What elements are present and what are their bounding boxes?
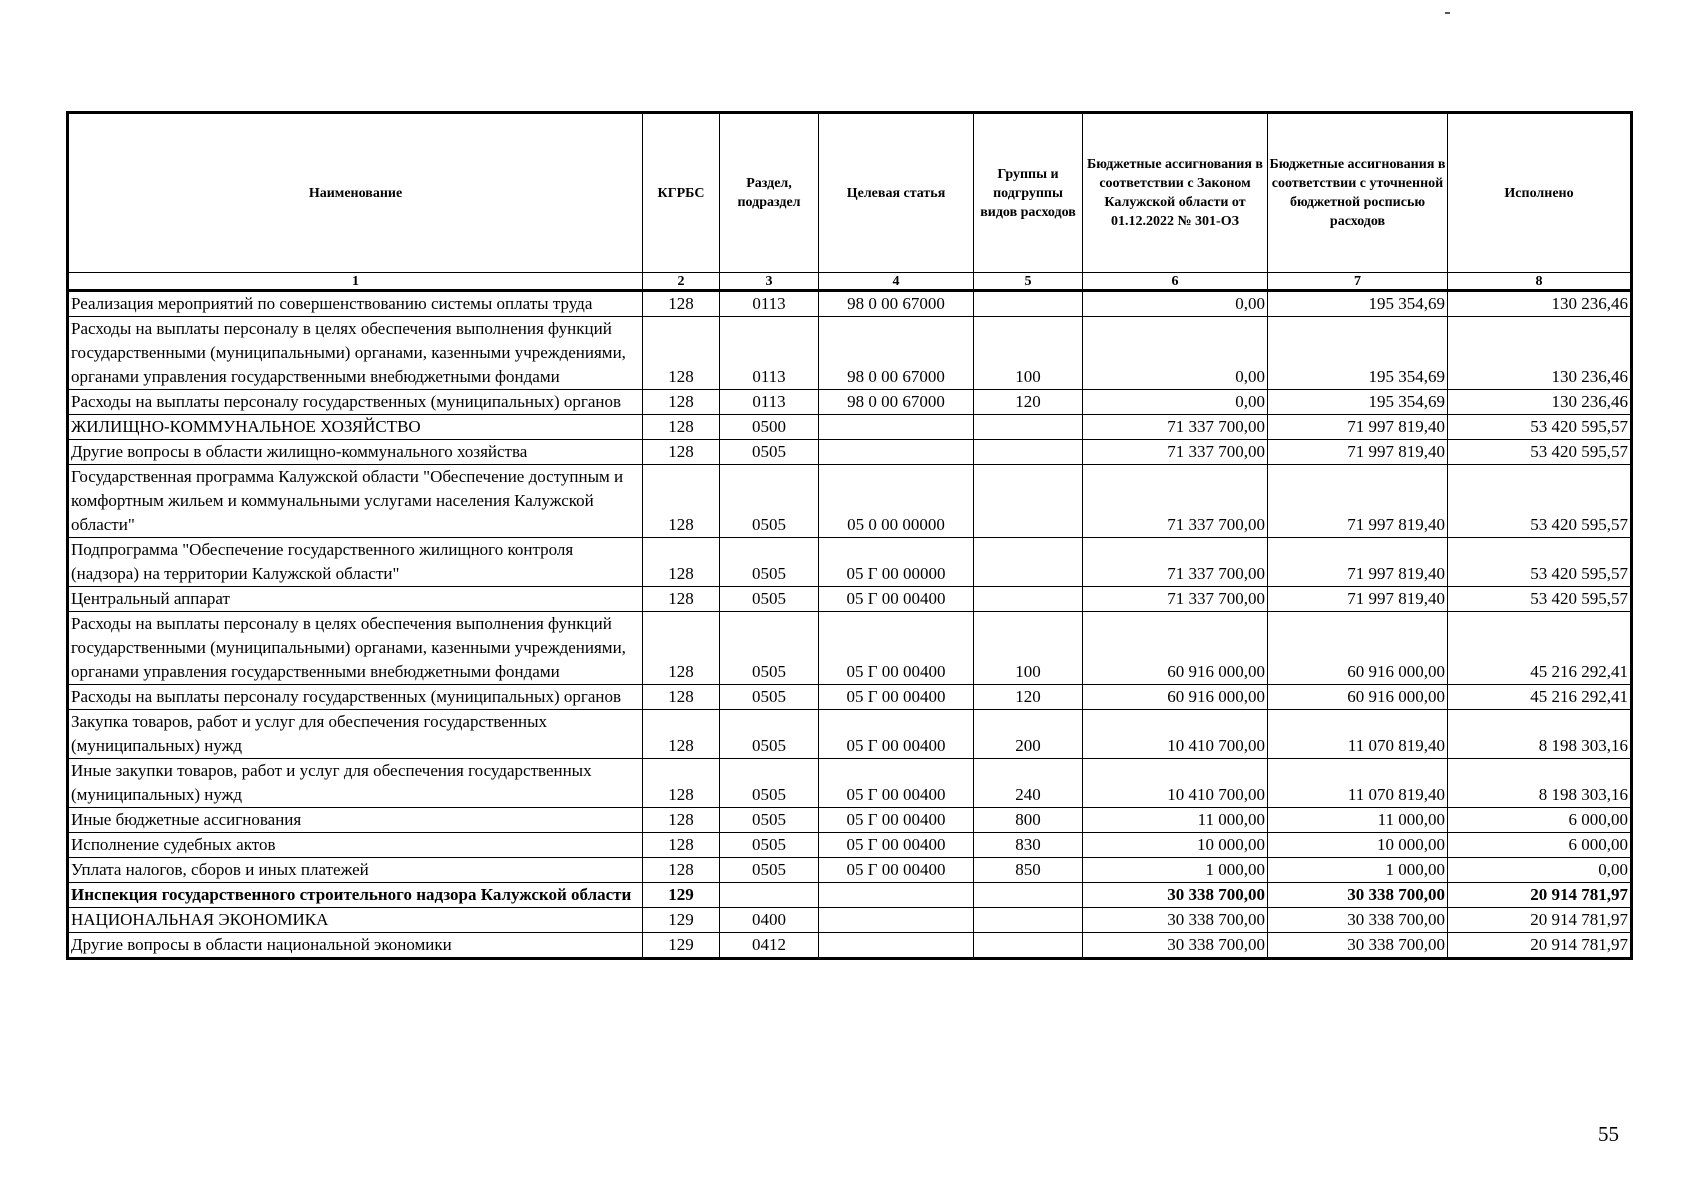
row-revised-amount: 30 338 700,00 xyxy=(1268,933,1448,959)
row-law-amount: 60 916 000,00 xyxy=(1083,612,1268,685)
table-row xyxy=(68,390,1632,415)
row-target-article xyxy=(819,908,974,933)
column-number: 7 xyxy=(1268,273,1448,291)
column-number: 5 xyxy=(974,273,1083,291)
row-target-article: 05 Г 00 00400 xyxy=(819,685,974,710)
row-kgrbs: 128 xyxy=(643,833,720,858)
row-revised-amount: 71 997 819,40 xyxy=(1268,465,1448,538)
row-name: Инспекция государственного строительного надзора Калужской области xyxy=(68,883,643,908)
row-section: 0505 xyxy=(720,710,819,759)
row-expense-group: 120 xyxy=(974,390,1083,415)
row-target-article xyxy=(819,883,974,908)
row-executed-amount: 53 420 595,57 xyxy=(1448,415,1632,440)
row-name: Центральный аппарат xyxy=(68,587,643,612)
row-executed-amount: 8 198 303,16 xyxy=(1448,759,1632,808)
row-revised-amount: 195 354,69 xyxy=(1268,291,1448,317)
header-cell: Целевая статья xyxy=(819,113,974,273)
row-revised-amount: 71 997 819,40 xyxy=(1268,415,1448,440)
row-revised-amount: 60 916 000,00 xyxy=(1268,685,1448,710)
row-executed-amount: 45 216 292,41 xyxy=(1448,612,1632,685)
row-executed-amount: 130 236,46 xyxy=(1448,317,1632,390)
row-target-article: 05 Г 00 00400 xyxy=(819,858,974,883)
row-kgrbs: 128 xyxy=(643,538,720,587)
page-number: 55 xyxy=(1598,1122,1619,1146)
row-revised-amount: 195 354,69 xyxy=(1268,390,1448,415)
row-expense-group xyxy=(974,440,1083,465)
row-section: 0505 xyxy=(720,685,819,710)
row-section: 0505 xyxy=(720,858,819,883)
row-expense-group: 100 xyxy=(974,317,1083,390)
row-expense-group xyxy=(974,415,1083,440)
table-row xyxy=(68,291,1632,317)
row-law-amount: 11 000,00 xyxy=(1083,808,1268,833)
row-revised-amount: 71 997 819,40 xyxy=(1268,440,1448,465)
table-row xyxy=(68,908,1632,933)
row-name: Закупка товаров, работ и услуг для обеспечения государственных (муниципальных) нужд xyxy=(68,710,643,759)
row-section: 0500 xyxy=(720,415,819,440)
row-target-article xyxy=(819,933,974,959)
header-cell: КГРБС xyxy=(643,113,720,273)
row-revised-amount: 195 354,69 xyxy=(1268,317,1448,390)
row-expense-group xyxy=(974,908,1083,933)
row-law-amount: 71 337 700,00 xyxy=(1083,465,1268,538)
row-kgrbs: 128 xyxy=(643,858,720,883)
row-law-amount: 30 338 700,00 xyxy=(1083,883,1268,908)
row-expense-group: 100 xyxy=(974,612,1083,685)
row-expense-group xyxy=(974,883,1083,908)
column-number: 1 xyxy=(68,273,643,291)
row-section: 0412 xyxy=(720,933,819,959)
row-executed-amount: 0,00 xyxy=(1448,858,1632,883)
row-section: 0505 xyxy=(720,440,819,465)
row-kgrbs: 128 xyxy=(643,390,720,415)
row-executed-amount: 53 420 595,57 xyxy=(1448,538,1632,587)
table-row xyxy=(68,587,1632,612)
row-law-amount: 1 000,00 xyxy=(1083,858,1268,883)
table-row xyxy=(68,440,1632,465)
row-name: Подпрограмма "Обеспечение государственного жилищного контроля (надзора) на территории Калужской области" xyxy=(68,538,643,587)
row-target-article: 05 0 00 00000 xyxy=(819,465,974,538)
row-target-article: 05 Г 00 00400 xyxy=(819,710,974,759)
row-executed-amount: 53 420 595,57 xyxy=(1448,465,1632,538)
row-kgrbs: 128 xyxy=(643,808,720,833)
row-kgrbs: 128 xyxy=(643,685,720,710)
row-section xyxy=(720,883,819,908)
table-row xyxy=(68,538,1632,587)
row-section: 0505 xyxy=(720,833,819,858)
row-law-amount: 71 337 700,00 xyxy=(1083,538,1268,587)
row-name: Расходы на выплаты персоналу в целях обеспечения выполнения функций государственными (муниципальными) органами, казенными учреждениями, органами управления государственными внебюджетными фондами xyxy=(68,612,643,685)
row-executed-amount: 20 914 781,97 xyxy=(1448,908,1632,933)
row-name: Реализация мероприятий по совершенствованию системы оплаты труда xyxy=(68,291,643,317)
row-expense-group xyxy=(974,291,1083,317)
row-law-amount: 0,00 xyxy=(1083,390,1268,415)
row-executed-amount: 130 236,46 xyxy=(1448,390,1632,415)
row-expense-group xyxy=(974,465,1083,538)
table-row xyxy=(68,933,1632,959)
header-cell: Бюджетные ассигнования в соответствии с Законом Калужской области от 01.12.2022 № 301-ОЗ xyxy=(1083,113,1268,273)
column-number: 2 xyxy=(643,273,720,291)
row-target-article: 05 Г 00 00400 xyxy=(819,612,974,685)
column-number-row xyxy=(68,273,1632,291)
row-law-amount: 30 338 700,00 xyxy=(1083,933,1268,959)
row-name: Иные бюджетные ассигнования xyxy=(68,808,643,833)
row-name: Иные закупки товаров, работ и услуг для обеспечения государственных (муниципальных) нужд xyxy=(68,759,643,808)
row-revised-amount: 71 997 819,40 xyxy=(1268,538,1448,587)
row-kgrbs: 128 xyxy=(643,415,720,440)
row-target-article: 05 Г 00 00400 xyxy=(819,587,974,612)
column-number: 6 xyxy=(1083,273,1268,291)
row-section: 0505 xyxy=(720,612,819,685)
table-row xyxy=(68,833,1632,858)
row-section: 0113 xyxy=(720,291,819,317)
row-section: 0400 xyxy=(720,908,819,933)
row-revised-amount: 30 338 700,00 xyxy=(1268,883,1448,908)
row-kgrbs: 128 xyxy=(643,759,720,808)
header-cell: Наименование xyxy=(68,113,643,273)
row-kgrbs: 128 xyxy=(643,291,720,317)
row-revised-amount: 11 070 819,40 xyxy=(1268,710,1448,759)
row-expense-group: 800 xyxy=(974,808,1083,833)
row-executed-amount: 6 000,00 xyxy=(1448,833,1632,858)
row-law-amount: 71 337 700,00 xyxy=(1083,587,1268,612)
header-cell: Бюджетные ассигнования в соответствии с уточненной бюджетной росписью расходов xyxy=(1268,113,1448,273)
row-expense-group: 830 xyxy=(974,833,1083,858)
row-section: 0505 xyxy=(720,465,819,538)
row-name: Исполнение судебных актов xyxy=(68,833,643,858)
row-executed-amount: 45 216 292,41 xyxy=(1448,685,1632,710)
row-expense-group: 120 xyxy=(974,685,1083,710)
row-law-amount: 10 410 700,00 xyxy=(1083,710,1268,759)
row-revised-amount: 1 000,00 xyxy=(1268,858,1448,883)
row-name: Другие вопросы в области жилищно-коммунального хозяйства xyxy=(68,440,643,465)
row-executed-amount: 8 198 303,16 xyxy=(1448,710,1632,759)
row-target-article: 98 0 00 67000 xyxy=(819,291,974,317)
row-section: 0113 xyxy=(720,317,819,390)
row-expense-group: 240 xyxy=(974,759,1083,808)
row-target-article: 98 0 00 67000 xyxy=(819,317,974,390)
row-section: 0505 xyxy=(720,538,819,587)
row-kgrbs: 128 xyxy=(643,587,720,612)
row-law-amount: 10 410 700,00 xyxy=(1083,759,1268,808)
table-row xyxy=(68,858,1632,883)
row-revised-amount: 10 000,00 xyxy=(1268,833,1448,858)
header-cell: Группы и подгруппы видов расходов xyxy=(974,113,1083,273)
header-row xyxy=(68,113,1632,273)
table-row xyxy=(68,685,1632,710)
table-row xyxy=(68,808,1632,833)
row-name: Уплата налогов, сборов и иных платежей xyxy=(68,858,643,883)
row-section: 0505 xyxy=(720,808,819,833)
row-expense-group xyxy=(974,587,1083,612)
table-row xyxy=(68,883,1632,908)
row-law-amount: 0,00 xyxy=(1083,291,1268,317)
table-row xyxy=(68,710,1632,759)
budget-table xyxy=(66,111,1633,960)
row-expense-group xyxy=(974,933,1083,959)
row-kgrbs: 128 xyxy=(643,317,720,390)
row-section: 0505 xyxy=(720,587,819,612)
row-name: Расходы на выплаты персоналу в целях обеспечения выполнения функций государственными (муниципальными) органами, казенными учреждениями, органами управления государственными внебюджетными фондами xyxy=(68,317,643,390)
column-number: 4 xyxy=(819,273,974,291)
table-row xyxy=(68,465,1632,538)
row-kgrbs: 129 xyxy=(643,933,720,959)
row-name: ЖИЛИЩНО-КОММУНАЛЬНОЕ ХОЗЯЙСТВО xyxy=(68,415,643,440)
scan-artifact xyxy=(1445,12,1450,14)
row-executed-amount: 53 420 595,57 xyxy=(1448,587,1632,612)
row-executed-amount: 20 914 781,97 xyxy=(1448,933,1632,959)
row-target-article: 05 Г 00 00000 xyxy=(819,538,974,587)
row-section: 0505 xyxy=(720,759,819,808)
row-name: Государственная программа Калужской области "Обеспечение доступным и комфортным жильем и коммунальными услугами населения Калужской области" xyxy=(68,465,643,538)
row-kgrbs: 128 xyxy=(643,710,720,759)
row-section: 0113 xyxy=(720,390,819,415)
header-cell: Исполнено xyxy=(1448,113,1632,273)
header-cell: Раздел, подраздел xyxy=(720,113,819,273)
row-revised-amount: 30 338 700,00 xyxy=(1268,908,1448,933)
row-law-amount: 0,00 xyxy=(1083,317,1268,390)
row-law-amount: 10 000,00 xyxy=(1083,833,1268,858)
row-kgrbs: 128 xyxy=(643,612,720,685)
row-target-article xyxy=(819,415,974,440)
row-kgrbs: 129 xyxy=(643,883,720,908)
row-kgrbs: 128 xyxy=(643,440,720,465)
table-row xyxy=(68,415,1632,440)
row-expense-group xyxy=(974,538,1083,587)
row-revised-amount: 11 000,00 xyxy=(1268,808,1448,833)
table-row xyxy=(68,759,1632,808)
row-expense-group: 200 xyxy=(974,710,1083,759)
column-number: 3 xyxy=(720,273,819,291)
row-law-amount: 30 338 700,00 xyxy=(1083,908,1268,933)
row-revised-amount: 11 070 819,40 xyxy=(1268,759,1448,808)
row-law-amount: 71 337 700,00 xyxy=(1083,440,1268,465)
row-name: Расходы на выплаты персоналу государственных (муниципальных) органов xyxy=(68,685,643,710)
row-revised-amount: 71 997 819,40 xyxy=(1268,587,1448,612)
row-expense-group: 850 xyxy=(974,858,1083,883)
row-executed-amount: 130 236,46 xyxy=(1448,291,1632,317)
row-kgrbs: 128 xyxy=(643,465,720,538)
row-name: НАЦИОНАЛЬНАЯ ЭКОНОМИКА xyxy=(68,908,643,933)
row-target-article: 05 Г 00 00400 xyxy=(819,759,974,808)
row-target-article: 98 0 00 67000 xyxy=(819,390,974,415)
row-kgrbs: 129 xyxy=(643,908,720,933)
row-target-article xyxy=(819,440,974,465)
table-row xyxy=(68,317,1632,390)
row-target-article: 05 Г 00 00400 xyxy=(819,833,974,858)
table-row xyxy=(68,612,1632,685)
row-executed-amount: 53 420 595,57 xyxy=(1448,440,1632,465)
row-name: Расходы на выплаты персоналу государственных (муниципальных) органов xyxy=(68,390,643,415)
column-number: 8 xyxy=(1448,273,1632,291)
row-name: Другие вопросы в области национальной экономики xyxy=(68,933,643,959)
row-law-amount: 60 916 000,00 xyxy=(1083,685,1268,710)
row-revised-amount: 60 916 000,00 xyxy=(1268,612,1448,685)
row-executed-amount: 20 914 781,97 xyxy=(1448,883,1632,908)
table-body xyxy=(68,291,1632,959)
row-law-amount: 71 337 700,00 xyxy=(1083,415,1268,440)
row-executed-amount: 6 000,00 xyxy=(1448,808,1632,833)
row-target-article: 05 Г 00 00400 xyxy=(819,808,974,833)
